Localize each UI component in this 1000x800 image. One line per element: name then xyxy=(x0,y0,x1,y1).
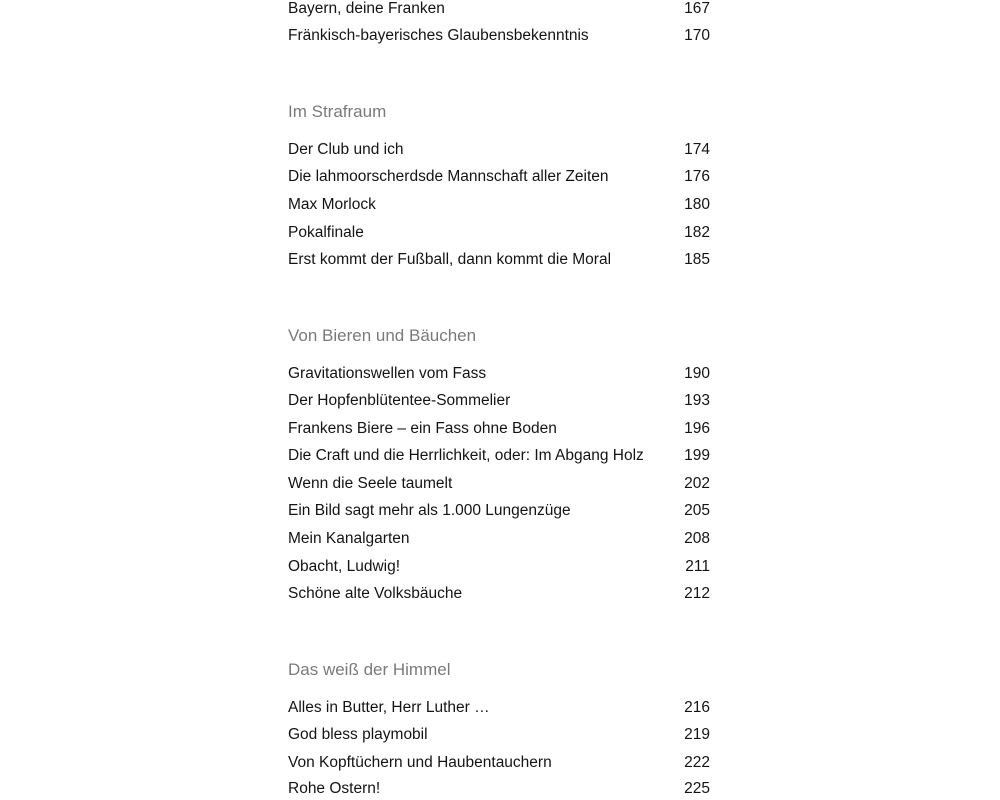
toc-entry-title: Rohe Ostern! xyxy=(288,780,381,797)
toc-entry xyxy=(288,139,710,161)
section-heading: Im Strafraum xyxy=(288,102,387,121)
toc-entry-title: Der Club und ich xyxy=(288,141,404,158)
toc-entry xyxy=(288,249,710,271)
toc-entry-page: 170 xyxy=(684,27,710,44)
toc-entry-page: 216 xyxy=(684,699,710,716)
toc-entry-title: Die Craft und die Herrlichkeit, oder: Im Abgang Holz xyxy=(288,447,644,464)
toc-entry-page: 182 xyxy=(684,224,710,241)
toc-entry xyxy=(288,528,710,550)
toc-entry-title: Bayern, deine Franken xyxy=(288,0,445,17)
toc-entry-page: 167 xyxy=(684,0,710,17)
toc-entry-page: 208 xyxy=(684,530,710,547)
toc-entry xyxy=(288,556,710,578)
toc-entry-title: Schöne alte Volksbäuche xyxy=(288,585,463,602)
toc-entry-page: 196 xyxy=(684,420,710,437)
toc-entry-title: Die lahmoorscherdsde Mannschaft aller Zeiten xyxy=(288,168,609,185)
toc-entry-title: Von Kopftüchern und Haubentauchern xyxy=(288,754,552,771)
toc-entry-title: Mein Kanalgarten xyxy=(288,530,410,547)
toc-entry xyxy=(288,25,710,47)
toc-entry xyxy=(288,778,710,800)
toc-entry xyxy=(288,752,710,774)
toc-entry-page: 193 xyxy=(684,392,710,409)
toc-entry-title: Ein Bild sagt mehr als 1.000 Lungenzüge xyxy=(288,502,571,519)
toc-entry xyxy=(288,222,710,244)
toc-entry-page: 205 xyxy=(684,502,710,519)
toc-entry-page: 190 xyxy=(684,365,710,382)
toc-entry-page: 185 xyxy=(684,251,710,268)
toc-entry xyxy=(288,473,710,495)
toc-entry-title: Wenn die Seele taumelt xyxy=(288,475,453,492)
section-heading: Das weiß der Himmel xyxy=(288,660,451,679)
toc-entry xyxy=(288,418,710,440)
toc-entry xyxy=(288,363,710,385)
toc-entry xyxy=(288,194,710,216)
toc-entry-title: Gravitationswellen vom Fass xyxy=(288,365,487,382)
toc-entry xyxy=(288,166,710,188)
toc-entry-page: 199 xyxy=(684,447,710,464)
toc-entry xyxy=(288,724,710,746)
toc-entry-page: 176 xyxy=(684,168,710,185)
toc-entry-title: Pokalfinale xyxy=(288,224,364,241)
toc-entry-page: 222 xyxy=(684,754,710,771)
toc-entry-page: 219 xyxy=(684,726,710,743)
toc-entry-page: 212 xyxy=(684,585,710,602)
toc-entry xyxy=(288,0,710,20)
toc-entry-title: Der Hopfenblütentee-Sommelier xyxy=(288,392,511,409)
toc-entry xyxy=(288,583,710,605)
toc-entry-page: 211 xyxy=(685,558,710,575)
toc-entry-title: Frankens Biere – ein Fass ohne Boden xyxy=(288,420,557,437)
toc-entry-title: Alles in Butter, Herr Luther … xyxy=(288,699,490,716)
toc-entry xyxy=(288,445,710,467)
toc-entry-title: Max Morlock xyxy=(288,196,376,213)
toc-entry xyxy=(288,697,710,719)
toc-entry xyxy=(288,500,710,522)
toc-entry-title: Fränkisch-bayerisches Glaubensbekenntnis xyxy=(288,27,589,44)
toc-entry-page: 225 xyxy=(684,780,710,797)
toc-entry-title: God bless playmobil xyxy=(288,726,428,743)
toc-entry-page: 202 xyxy=(684,475,710,492)
toc-entry-title: Obacht, Ludwig! xyxy=(288,558,401,575)
toc-entry-title: Erst kommt der Fußball, dann kommt die Moral xyxy=(288,251,612,268)
section-heading: Von Bieren und Bäuchen xyxy=(288,326,477,345)
toc-entry-page: 174 xyxy=(684,141,710,158)
toc-entry xyxy=(288,390,710,412)
toc-entry-page: 180 xyxy=(684,196,710,213)
